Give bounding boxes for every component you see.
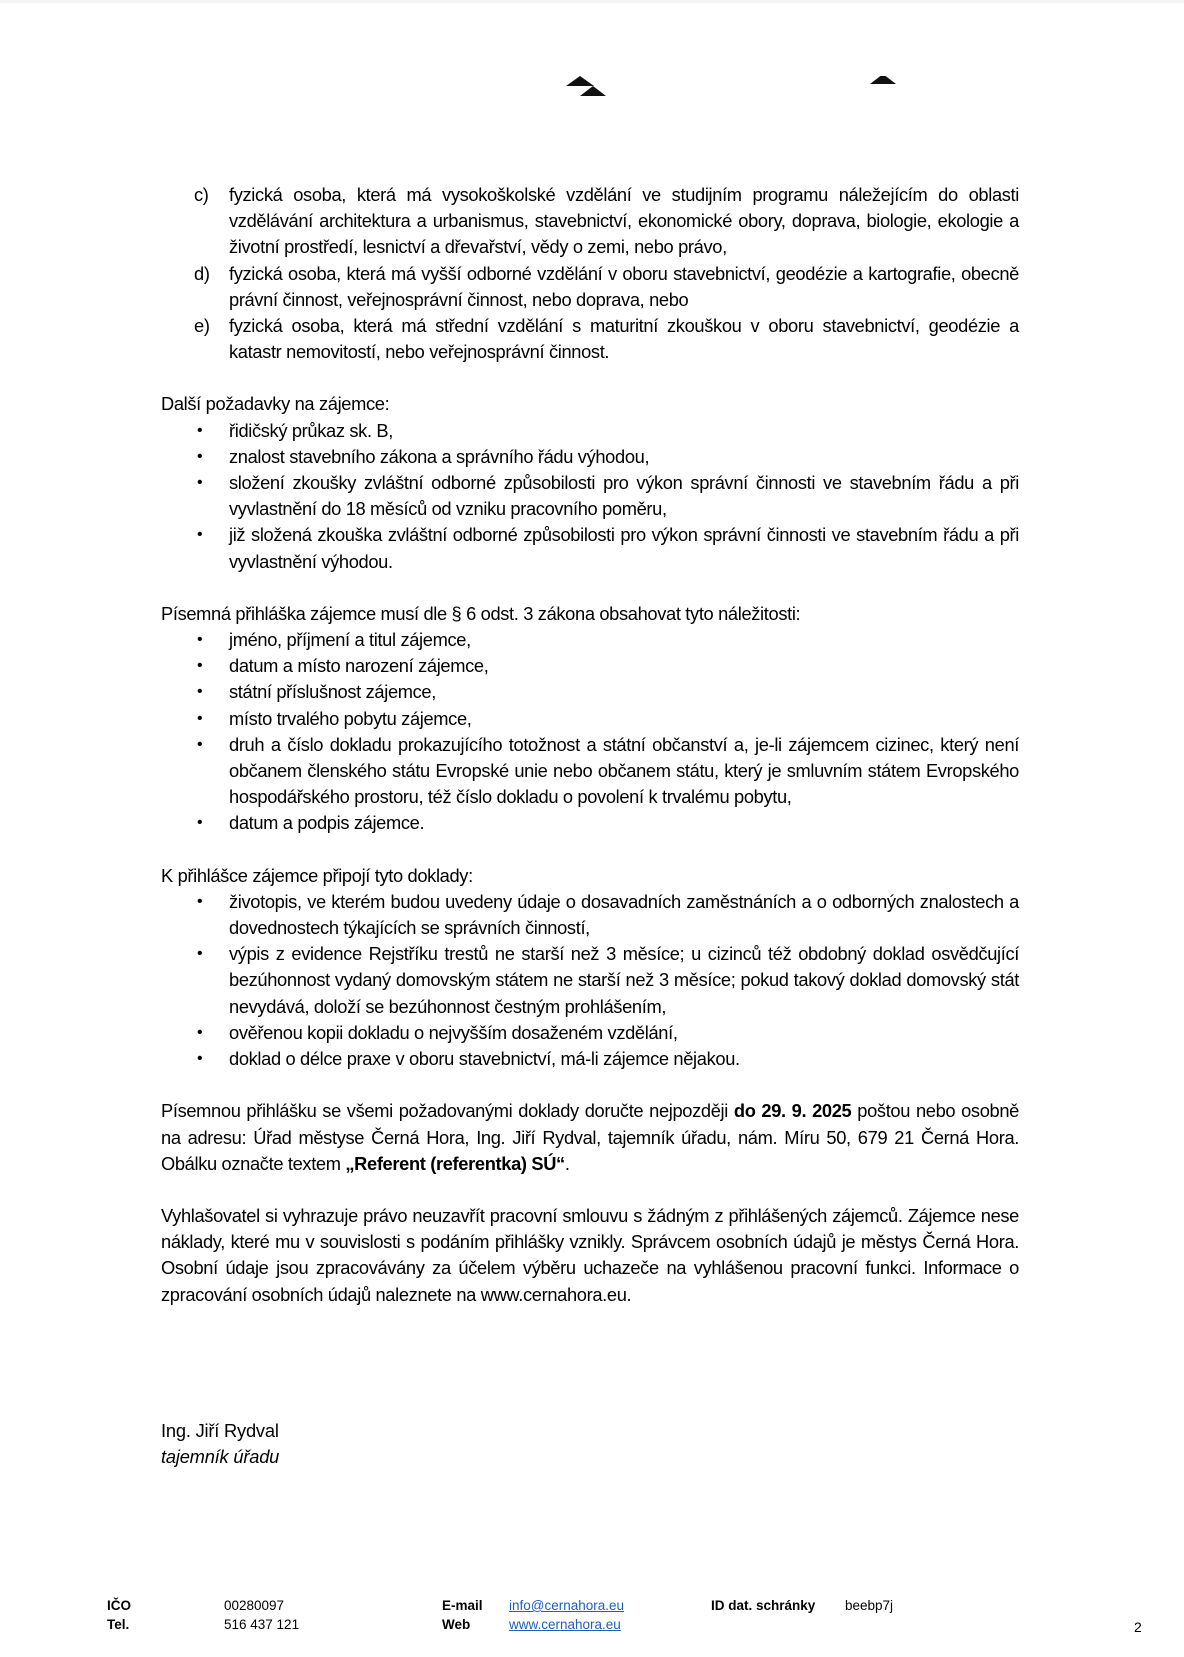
deadline: do 29. 9. 2025 bbox=[733, 1100, 852, 1122]
data-box-value: beebp7j bbox=[845, 1598, 894, 1613]
list-item-text: složení zkoušky zvláštní odborné způsobilosti pro výkon správní činnosti ve stavebním řádu a při vyvlastnění do 18 měsíců od vzniku pracovního poměru, bbox=[229, 472, 1019, 520]
bullet-icon: • bbox=[197, 709, 203, 727]
logo-triangle-right bbox=[870, 76, 896, 84]
bullet-icon: • bbox=[197, 683, 203, 701]
email-link[interactable]: info@cernahora.eu bbox=[509, 1598, 625, 1613]
bullet-icon: • bbox=[197, 892, 203, 910]
list-item bbox=[161, 941, 1019, 1020]
header-logo bbox=[0, 76, 1184, 106]
list-item bbox=[161, 679, 1019, 705]
list-item bbox=[161, 418, 1019, 444]
list-item bbox=[161, 522, 1019, 574]
ico-label: IČO bbox=[107, 1598, 132, 1613]
list-item-text: znalost stavebního zákona a správního řádu výhodou, bbox=[229, 445, 650, 467]
web-label: Web bbox=[442, 1617, 471, 1632]
list-item bbox=[161, 732, 1019, 811]
bullet-icon: • bbox=[197, 526, 203, 544]
education-item-e bbox=[161, 313, 1019, 365]
list-item-text: fyzická osoba, která má střední vzdělání s maturitní zkouškou v oboru stavebnictví, geodézie a katastr nemovitostí, nebo veřejnosprávní činnost. bbox=[229, 315, 1019, 363]
submission-text: Písemnou přihlášku se všemi požadovanými doklady doručte nejpozději bbox=[161, 1100, 734, 1122]
ico-value: 00280097 bbox=[224, 1598, 285, 1613]
list-item bbox=[161, 627, 1019, 653]
requirements-heading: Další požadavky na zájemce: bbox=[161, 393, 390, 415]
email-label: E-mail bbox=[442, 1598, 483, 1613]
list-item-text: fyzická osoba, která má vyšší odborné vzdělání v oboru stavebnictví, geodézie a kartografie, obecně právní činnost, veřejnosprávní činnost, nebo doprava, nebo bbox=[229, 262, 1019, 310]
signature-title: tajemník úřadu bbox=[161, 1446, 280, 1467]
bullet-icon: • bbox=[197, 474, 203, 492]
education-item-c bbox=[161, 182, 1019, 261]
tel-value: 516 437 121 bbox=[224, 1617, 300, 1632]
documents-list bbox=[161, 889, 1019, 1072]
list-item-text: výpis z evidence Rejstříku trestů ne starší než 3 měsíce; u cizinců též obdobný doklad osvědčující bezúhonnost vydaný domovským státem ne starší než 3 měsíce; pokud takový doklad domovský stát nevydává, doloží se bezúhonnost čestným prohlášením, bbox=[229, 943, 1019, 1017]
list-item bbox=[161, 706, 1019, 732]
application-heading: Písemná přihláška zájemce musí dle § 6 odst. 3 zákona obsahovat tyto náležitosti: bbox=[161, 602, 801, 624]
bullet-icon: • bbox=[197, 945, 203, 963]
list-item bbox=[161, 889, 1019, 941]
bullet-icon: • bbox=[197, 814, 203, 832]
bullet-icon: • bbox=[197, 657, 203, 675]
list-item bbox=[161, 1020, 1019, 1046]
list-item bbox=[161, 810, 1019, 836]
tel-label: Tel. bbox=[107, 1617, 130, 1632]
list-marker: e) bbox=[194, 315, 210, 337]
list-item-text: místo trvalého pobytu zájemce, bbox=[229, 707, 472, 729]
requirements-list bbox=[161, 418, 1019, 575]
list-item bbox=[161, 470, 1019, 522]
submission-text: poštou nebo osobně na adresu: Úřad městyse Černá Hora, Ing. Jiří Rydval, tajemník úřadu, nám. Míru 50, 679 21 Černá Hora. Obálku označte textem bbox=[161, 1100, 1019, 1174]
page-top-edge bbox=[0, 0, 1184, 3]
list-marker: c) bbox=[194, 184, 209, 205]
list-item-text: řidičský průkaz sk. B, bbox=[229, 419, 393, 441]
document-body bbox=[161, 182, 1019, 1308]
page-number: 2 bbox=[1134, 1619, 1142, 1635]
envelope-label: „Referent (referentka) SÚ“ bbox=[345, 1152, 565, 1174]
list-item-text: fyzická osoba, která má vysokoškolské vzdělání ve studijním programu náležejícím do oblasti vzdělávání architektura a urbanismus, stavebnictví, ekonomické obory, doprava, biologie, ekologie a životní prostředí, lesnictví a dřevařství, vědy o zemi, nebo právo, bbox=[229, 184, 1019, 258]
education-item-d bbox=[161, 261, 1019, 313]
list-item bbox=[161, 444, 1019, 470]
signature-name: Ing. Jiří Rydval bbox=[161, 1420, 279, 1441]
list-item-text: jméno, příjmení a titul zájemce, bbox=[229, 629, 471, 651]
application-list bbox=[161, 627, 1019, 837]
submission-paragraph bbox=[161, 1098, 1019, 1177]
list-item-text: životopis, ve kterém budou uvedeny údaje o dosavadních zaměstnáních a o odborných znalostech a dovednostech týkajících se správních činností, bbox=[229, 890, 1019, 939]
list-item-text: již složená zkouška zvláštní odborné způsobilosti pro výkon správní činnosti ve stavebním řádu a při vyvlastnění výhodou. bbox=[229, 524, 1019, 572]
list-item-text: státní příslušnost zájemce, bbox=[229, 681, 436, 703]
bullet-icon: • bbox=[197, 735, 203, 753]
data-box-label: ID dat. schránky bbox=[711, 1598, 816, 1613]
list-item-text: druh a číslo dokladu prokazujícího totožnost a státní občanství a, je-li zájemcem cizinec, který není občanem členského státu Evropské unie nebo občanem státu, který je smluvním státem Evropského hospodářského prostoru, též číslo dokladu o povolení k trvalému pobytu, bbox=[229, 733, 1019, 808]
list-item-text: doklad o délce praxe v oboru stavebnictví, má-li zájemce nějakou. bbox=[229, 1048, 740, 1070]
logo-triangle-upper-left bbox=[566, 76, 594, 86]
bullet-icon: • bbox=[197, 1023, 203, 1041]
education-list bbox=[161, 182, 1019, 365]
list-item-text: datum a podpis zájemce. bbox=[229, 812, 425, 834]
bullet-icon: • bbox=[197, 1050, 203, 1068]
logo-triangle-lower-left bbox=[580, 86, 606, 96]
bullet-icon: • bbox=[197, 631, 203, 649]
list-marker: d) bbox=[194, 262, 210, 284]
web-link[interactable]: www.cernahora.eu bbox=[509, 1617, 621, 1632]
list-item-text: datum a místo narození zájemce, bbox=[229, 655, 489, 677]
list-item bbox=[161, 1046, 1019, 1072]
submission-text: . bbox=[564, 1152, 570, 1174]
signature-block bbox=[161, 1418, 279, 1470]
documents-heading: K přihlášce zájemce připojí tyto doklady: bbox=[161, 864, 473, 886]
list-item-text: ověřenou kopii dokladu o nejvyšším dosaženém vzdělání, bbox=[229, 1021, 678, 1043]
disclaimer-paragraph: Vyhlašovatel si vyhrazuje právo neuzavřít pracovní smlouvu s žádným z přihlášených zájemců. Zájemce nese náklady, které mu v souvislosti s podáním přihlášky vznikly. Správcem osobních údajů je městys Černá Hora. Osobní údaje jsou zpracovávány za účelem výběru uchazeče na vyhlášenou pracovní funkci. Informace o zpracování osobních údajů naleznete na www.cernahora.eu. bbox=[161, 1204, 1019, 1305]
bullet-icon: • bbox=[197, 421, 203, 439]
list-item bbox=[161, 653, 1019, 679]
bullet-icon: • bbox=[197, 447, 203, 465]
